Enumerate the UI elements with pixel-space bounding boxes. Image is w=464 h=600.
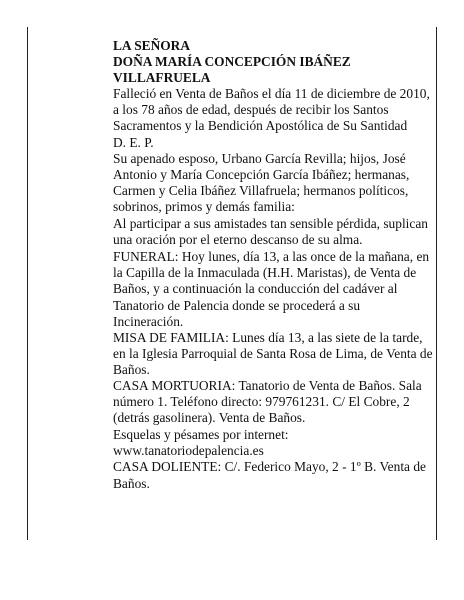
funeral-paragraph: FUNERAL: Hoy lunes, día 13, a las once de la mañana, en la Capilla de la Inmaculada (H.H. Maristas), de Venta de Baños, y a continuación la conducción del cadáver al Tanatorio de Palencia donde se procederá a su Incineración. xyxy=(113,249,430,329)
notice-heading-name: DOÑA MARÍA CONCEPCIÓN IBÁÑEZ VILLAFRUELA xyxy=(113,54,351,86)
family-paragraph: Su apenado esposo, Urbano García Revilla; hijos, José Antonio y María Concepción García Ibáñez; hermanas, Carmen y Celia Ibáñez Villafruela; hermanos políticos, sobrinos, primos y demás familia: xyxy=(113,150,410,214)
obituary-notice xyxy=(113,38,433,492)
notice-heading-title: LA SEÑORA xyxy=(113,38,191,53)
request-paragraph: Al participar a sus amistades tan sensible pérdida, suplican una oración por el eterno descanso de su alma. xyxy=(113,216,428,248)
mortuary-paragraph: CASA MORTUORIA: Tanatorio de Venta de Baños. Sala número 1. Teléfono directo: 979761231. C/ El Cobre, 2 (detrás gasolinera). Venta de Baños. xyxy=(113,377,422,426)
mourning-house-paragraph: CASA DOLIENTE: C/. Federico Mayo, 2 - 1º B. Venta de Baños. xyxy=(113,459,426,491)
dep-line: D. E. P. xyxy=(113,134,154,150)
left-border-line xyxy=(27,27,28,540)
right-border-line xyxy=(436,27,437,540)
death-info-paragraph: Falleció en Venta de Baños el día 11 de diciembre de 2010, a los 78 años de edad, después de recibir los Santos Sacramentos y la Bendición Apostólica de Su Santidad xyxy=(113,86,430,134)
family-mass-paragraph: MISA DE FAMILIA: Lunes día 13, a las siete de la tarde, en la Iglesia Parroquial de Santa Rosa de Lima, de Venta de Baños. xyxy=(113,329,433,377)
condolences-paragraph: Esquelas y pésames por internet: www.tanatoriodepalencia.es xyxy=(113,427,289,459)
